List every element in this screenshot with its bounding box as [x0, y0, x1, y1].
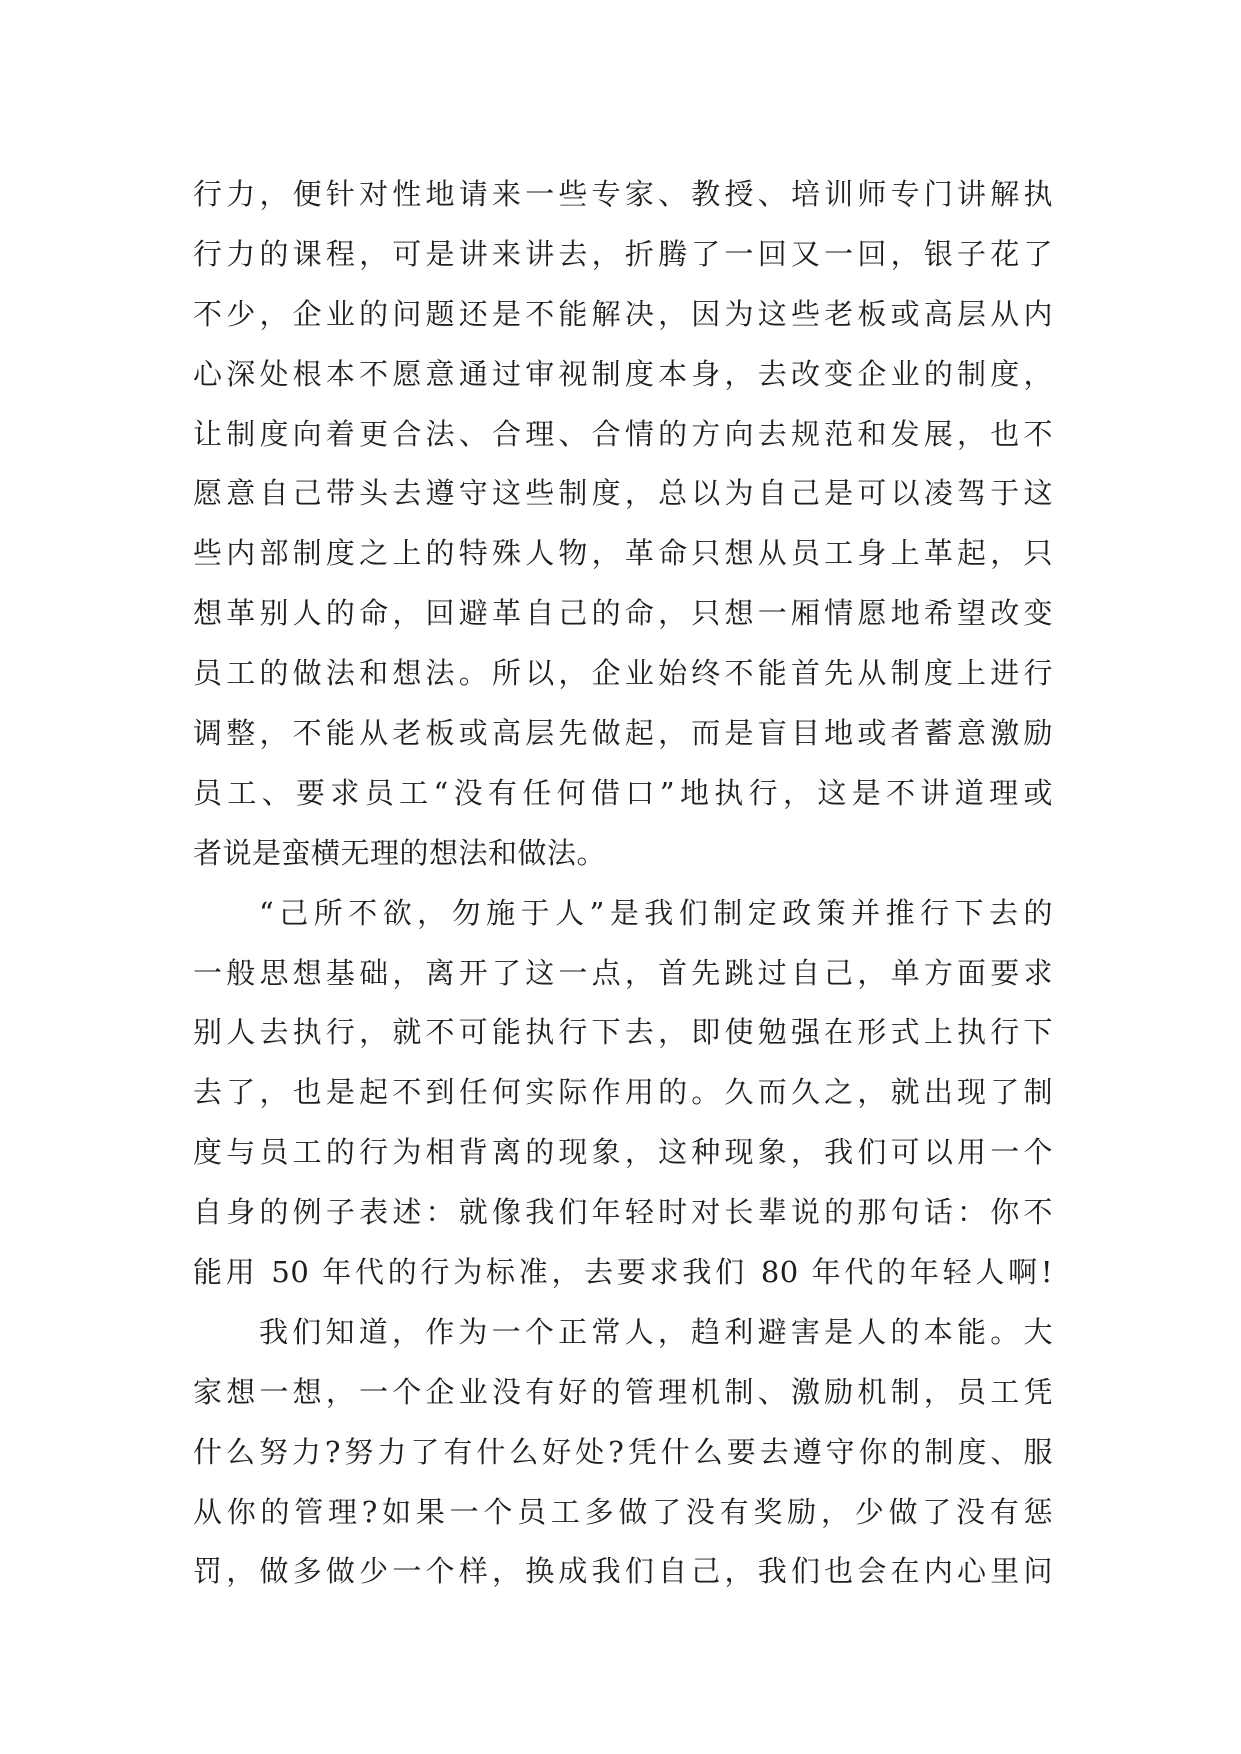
paragraph-2 — [193, 884, 1053, 1303]
text-line: 不少，企业的问题还是不能解决，因为这些老板或高层从内 — [193, 296, 1053, 331]
text-line: 能用 50 年代的行为标准，去要求我们 80 年代的年轻人啊! — [193, 1255, 1053, 1290]
text-line: 从你的管理?如果一个员工多做了没有奖励，少做了没有惩 — [193, 1494, 1053, 1529]
text-line: 什么努力?努力了有什么好处?凭什么要去遵守你的制度、服 — [193, 1434, 1053, 1469]
text-line: 员工、要求员工“没有任何借口”地执行，这是不讲道理或 — [193, 775, 1053, 810]
paragraph-3 — [193, 1303, 1053, 1602]
paragraph-1 — [193, 165, 1053, 884]
text-line: 些内部制度之上的特殊人物，革命只想从员工身上革起，只 — [193, 536, 1053, 571]
text-line: 行力的课程，可是讲来讲去，折腾了一回又一回，银子花了 — [193, 236, 1053, 271]
text-line: “己所不欲，勿施于人”是我们制定政策并推行下去的 — [259, 895, 1053, 930]
text-line: 员工的做法和想法。所以，企业始终不能首先从制度上进行 — [193, 656, 1053, 691]
text-line: 心深处根本不愿意通过审视制度本身，去改变企业的制度， — [193, 356, 1053, 391]
text-line: 去了，也是起不到任何实际作用的。久而久之，就出现了制 — [193, 1075, 1053, 1110]
text-line: 家想一想，一个企业没有好的管理机制、激励机制，员工凭 — [193, 1374, 1053, 1409]
text-line: 罚，做多做少一个样，换成我们自己，我们也会在内心里问 — [193, 1554, 1053, 1589]
text-line: 一般思想基础，离开了这一点，首先跳过自己，单方面要求 — [193, 955, 1053, 990]
text-line: 行力，便针对性地请来一些专家、教授、培训师专门讲解执 — [193, 177, 1053, 211]
text-line: 调整，不能从老板或高层先做起，而是盲目地或者蓄意激励 — [193, 716, 1053, 751]
text-line: 愿意自己带头去遵守这些制度，总以为自己是可以凌驾于这 — [193, 476, 1053, 511]
text-line: 让制度向着更合法、合理、合情的方向去规范和发展，也不 — [193, 416, 1053, 451]
document-body — [193, 165, 1053, 1602]
text-line: 想革别人的命，回避革自己的命，只想一厢情愿地希望改变 — [193, 596, 1053, 631]
text-line: 自身的例子表述：就像我们年轻时对长辈说的那句话：你不 — [193, 1195, 1053, 1230]
text-line: 者说是蛮横无理的想法和做法。 — [193, 835, 607, 870]
text-line: 度与员工的行为相背离的现象，这种现象，我们可以用一个 — [193, 1135, 1053, 1170]
text-line: 我们知道，作为一个正常人，趋利避害是人的本能。大 — [259, 1314, 1053, 1349]
text-line: 别人去执行，就不可能执行下去，即使勉强在形式上执行下 — [193, 1015, 1053, 1050]
